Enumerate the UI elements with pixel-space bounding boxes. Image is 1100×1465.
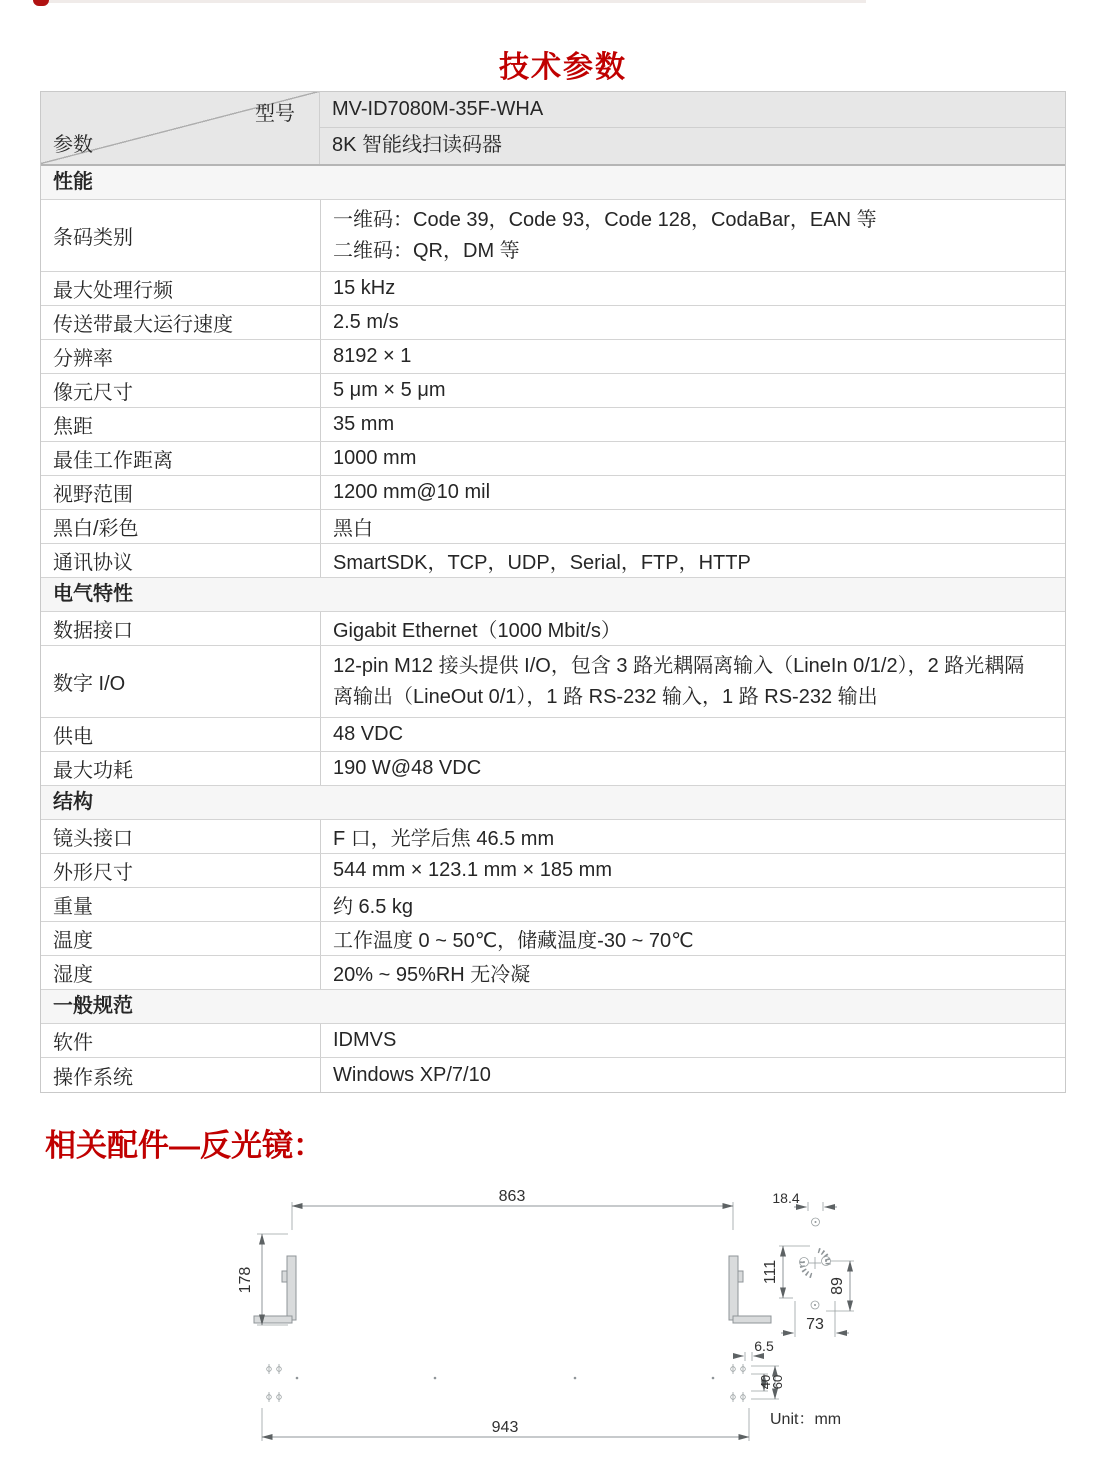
top-divider-line	[47, 0, 866, 3]
row-label: 数字 I/O	[53, 673, 126, 695]
row-value: IDMVS	[320, 1024, 1065, 1057]
table-row	[41, 272, 1065, 306]
row-value: 约 6.5 kg	[320, 888, 1065, 921]
table-row	[41, 442, 1065, 476]
section-row: 电气特性	[41, 578, 1065, 612]
row-label: 供电	[53, 726, 93, 748]
row-value: 黑白	[320, 510, 1065, 543]
table-row	[41, 544, 1065, 578]
header-value-cells	[320, 92, 1065, 164]
svg-text:40: 40	[758, 1374, 773, 1390]
svg-text:111: 111	[762, 1259, 779, 1285]
table-row	[41, 200, 1065, 272]
row-value: Windows XP/7/10	[320, 1058, 1065, 1092]
row-label: 最大处理行频	[53, 280, 173, 302]
table-row	[41, 888, 1065, 922]
dimension-drawing	[230, 1185, 1100, 1463]
row-value: 5 μm × 5 μm	[320, 374, 1065, 407]
row-value: 20% ~ 95%RH 无冷凝	[320, 956, 1065, 989]
unit-label: Unit：mm	[770, 1411, 842, 1428]
row-value: 35 mm	[320, 408, 1065, 441]
svg-text:943: 943	[491, 1419, 519, 1436]
svg-text:18.4: 18.4	[772, 1190, 800, 1206]
table-row	[41, 1058, 1065, 1092]
row-value: 一维码：Code 39，Code 93，Code 128，CodaBar，EAN 等 二维码：QR，DM 等	[320, 200, 1065, 271]
table-row	[41, 646, 1065, 718]
row-label: 通讯协议	[53, 552, 133, 574]
dim-base-length	[262, 1408, 749, 1441]
svg-text:863: 863	[498, 1188, 526, 1205]
row-label: 操作系统	[53, 1066, 133, 1089]
spec-table	[40, 91, 1066, 1093]
row-label: 数据接口	[53, 620, 133, 642]
model-label: 型号	[255, 103, 295, 125]
row-label: 外形尺寸	[53, 862, 133, 884]
row-label: 软件	[53, 1032, 93, 1054]
top-view	[262, 1338, 785, 1441]
dim-side-partial-height	[826, 1261, 854, 1311]
row-value: SmartSDK，TCP，UDP，Serial，FTP，HTTP	[320, 544, 1065, 577]
svg-text:73: 73	[806, 1316, 824, 1333]
row-value: Gigabit Ethernet（1000 Mbit/s）	[320, 612, 1065, 645]
dim-bar-thickness	[733, 1338, 774, 1361]
svg-text:178: 178	[237, 1266, 254, 1294]
row-value: 190 W@48 VDC	[320, 752, 1065, 785]
dim-side-width	[781, 1301, 849, 1337]
svg-text:89: 89	[829, 1277, 846, 1295]
row-value: 8192 × 1	[320, 340, 1065, 373]
row-label: 最佳工作距离	[53, 450, 173, 472]
svg-text:6.5: 6.5	[754, 1338, 774, 1354]
table-row	[41, 820, 1065, 854]
dim-front-width	[292, 1188, 733, 1230]
row-value: 1000 mm	[320, 442, 1065, 475]
table-row	[41, 510, 1065, 544]
row-value: 工作温度 0 ~ 50℃，储藏温度-30 ~ 70℃	[320, 922, 1065, 955]
logo-fragment	[33, 0, 49, 6]
table-row	[41, 1024, 1065, 1058]
row-label: 黑白/彩色	[53, 518, 139, 540]
row-value: 15 kHz	[320, 272, 1065, 305]
table-row	[41, 922, 1065, 956]
row-label: 视野范围	[53, 484, 133, 506]
table-row	[41, 956, 1065, 990]
section-row: 结构	[41, 786, 1065, 820]
table-row	[41, 408, 1065, 442]
page-title: 技术参数	[499, 51, 627, 84]
row-value: 48 VDC	[320, 718, 1065, 751]
row-label: 像元尺寸	[53, 382, 133, 404]
row-label: 条码类别	[53, 227, 133, 249]
row-label: 分辨率	[53, 348, 113, 370]
spec-table-body	[41, 166, 1065, 1092]
row-value: 1200 mm@10 mil	[320, 476, 1065, 509]
accessory-heading: 相关配件—反光镜：	[45, 1128, 324, 1163]
table-row	[41, 612, 1065, 646]
spec-table-header	[41, 92, 1065, 166]
side-view	[762, 1190, 854, 1337]
table-row	[41, 374, 1065, 408]
front-view	[237, 1188, 771, 1325]
row-label: 湿度	[53, 964, 93, 986]
plate-holes	[267, 1364, 746, 1402]
model-value: MV-ID7080M-35F-WHA	[320, 92, 1065, 128]
table-row	[41, 752, 1065, 786]
row-value: F 口，光学后焦 46.5 mm	[320, 820, 1065, 853]
product-value: 8K 智能线扫读码器	[332, 134, 503, 156]
row-value: 12-pin M12 接头提供 I/O，包含 3 路光耦隔离输入（LineIn 0/1/2），2 路光耦隔 离输出（LineOut 0/1），1 路 RS-232 输入，1 路 RS-232 输出	[320, 646, 1065, 717]
table-row	[41, 718, 1065, 752]
row-label: 传送带最大运行速度	[53, 314, 233, 336]
section-row: 性能	[41, 166, 1065, 200]
row-label: 最大功耗	[53, 760, 133, 782]
dim-tab-width	[772, 1190, 837, 1211]
table-row	[41, 340, 1065, 374]
row-label: 焦距	[53, 416, 93, 438]
row-label: 镜头接口	[53, 828, 133, 850]
table-row	[41, 854, 1065, 888]
dim-front-height	[237, 1234, 288, 1325]
svg-text:60: 60	[770, 1374, 785, 1390]
section-row: 一般规范	[41, 990, 1065, 1024]
row-label: 重量	[53, 896, 93, 918]
table-row	[41, 306, 1065, 340]
table-row	[41, 476, 1065, 510]
row-label: 温度	[53, 930, 93, 952]
row-value: 2.5 m/s	[320, 306, 1065, 339]
param-label: 参数	[53, 134, 93, 156]
header-corner-cell	[41, 92, 320, 164]
row-value: 544 mm × 123.1 mm × 185 mm	[320, 854, 1065, 887]
